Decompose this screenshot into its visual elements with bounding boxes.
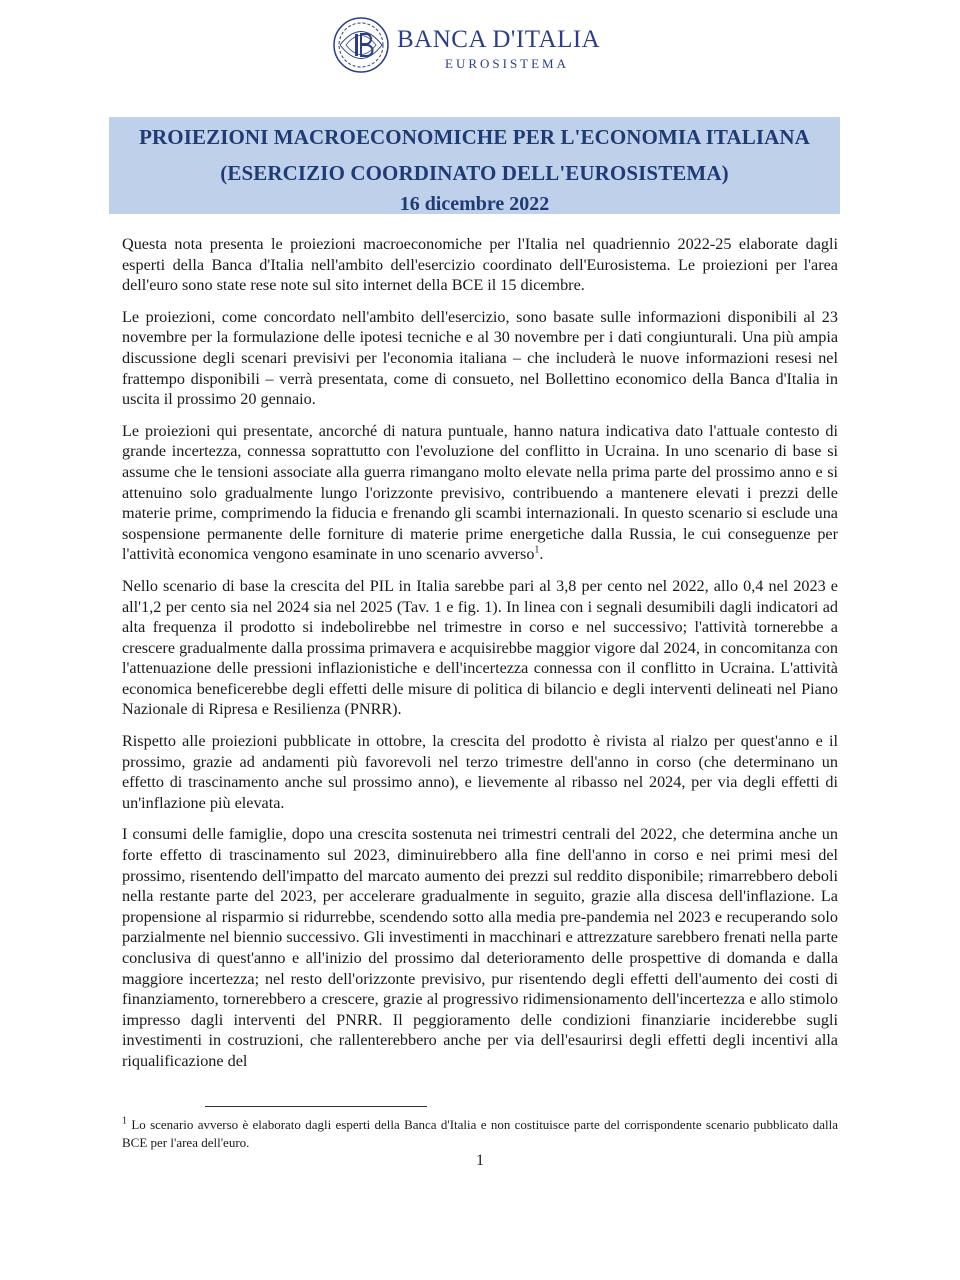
- page-subtitle: (ESERCIZIO COORDINATO DELL'EUROSISTEMA): [220, 161, 729, 185]
- footnote-ref[interactable]: 1: [534, 544, 540, 556]
- paragraph-4: Nello scenario di base la crescita del PIL in Italia sarebbe pari al 3,8 per cento nel 2022, allo 0,4 nel 2023 e all'1,2 per cento sia nel 2024 sia nel 2025 (Tav. 1 e fig. 1). In linea con i segnali desumibili dagli indicatori ad alta frequenza il prodotto si indebolirebbe nel trimestre in corso e nel successivo; l'attività tornerebbe a crescere gradualmente dalla prossima primavera e acquisirebbe maggior vigore dal 2024, in concomitanza con l'attenuazione delle pressioni inflazionistiche e dell'incertezza connessa con il conflitto in Ucraina. L'attività economica beneficerebbe degli effetti delle misure di politica di bilancio e degli interventi delineati nel Piano Nazionale di Ripresa e Resilienza (PNRR).: [122, 576, 838, 719]
- paragraph-2: Le proiezioni, come concordato nell'ambito dell'esercizio, sono basate sulle informazioni disponibili al 23 novembre per la formulazione delle ipotesi tecniche e al 30 novembre per i dati congiunturali. Una più ampia discussione degli scenari previsivi per l'economia italiana – che includerà le nuove informazioni resesi nel frattempo disponibili – verrà presentata, come di consueto, nel Bollettino economico della Banca d'Italia in uscita il prossimo 20 gennaio.: [122, 307, 838, 409]
- bank-subtitle: EUROSISTEMA: [445, 56, 570, 71]
- paragraph-5: Rispetto alle proiezioni pubblicate in ottobre, la crescita del prodotto è rivista al rialzo per quest'anno e il prossimo, grazie ad andamenti più favorevoli nel terzo trimestre dell'anno in corso (che determinano un effetto di trascinamento anche sul prossimo anno), e lievemente al ribasso nel 2024, per via degli effetti di un'inflazione più elevata.: [122, 732, 838, 812]
- footnote-divider: [205, 1106, 427, 1107]
- page-number: 1: [476, 1152, 484, 1169]
- paragraph-6: I consumi delle famiglie, dopo una crescita sostenuta nei trimestri centrali del 2022, che determina anche un forte effetto di trascinamento sul 2023, diminuirebbero alla fine dell'anno in corso e nei primi mesi del prossimo, risentendo dell'impatto del marcato aumento dei prezzi sul reddito disponibile; rimarrebbero deboli nella restante parte del 2023, per accelerare gradualmente in seguito, grazie alla discesa dell'inflazione. La propensione al risparmio si ridurrebbe, scendendo sotto alla media pre-pandemia nel 2023 e recuperando solo parzialmente nel biennio successivo. Gli investimenti in macchinari e attrezzature sarebbero frenati nella parte conclusiva di quest'anno e all'inizio del prossimo dal deterioramento delle prospettive di domanda e dalla maggiore incertezza; nel resto dell'orizzonte previsivo, pur risentendo degli effetti dell'aumento dei costi di finanziamento, tornerebbero a crescere, grazie al progressivo ridimensionamento dell'incertezza e allo stimolo impresso dagli interventi del PNRR. Il peggioramento delle condizioni finanziarie inciderebbe sugli investimenti in costruzioni, che rallenterebbero anche per via dell'esaurirsi degli effetti degli incentivi alla riqualificazione del: [122, 825, 838, 1070]
- paragraph-1: Questa nota presenta le proiezioni macroeconomiche per l'Italia nel quadriennio 2022-25 elaborate dagli esperti della Banca d'Italia nell'ambito dell'esercizio coordinato dell'Eurosistema. Le proiezioni per l'area dell'euro sono state rese note sul sito internet della BCE il 15 dicembre.: [122, 235, 838, 295]
- page-title: PROIEZIONI MACROECONOMICHE PER L'ECONOMIA ITALIANA: [139, 125, 810, 149]
- bank-logo: [330, 14, 610, 76]
- footnote: [122, 1116, 838, 1152]
- footnote-text: Lo scenario avverso è elaborato dagli esperti della Banca d'Italia e non costituisce parte del corrispondente scenario pubblicato dalla BCE per l'area dell'euro.: [122, 1117, 838, 1150]
- title-box: [109, 117, 840, 214]
- paragraph-3: [122, 421, 838, 565]
- bank-emblem-icon: [330, 14, 392, 76]
- footnote-mark: 1: [122, 1115, 127, 1127]
- paragraph-3-end: .: [539, 545, 544, 564]
- paragraph-3-text: Le proiezioni qui presentate, ancorché di natura puntuale, hanno natura indicativa dato l'attuale contesto di grande incertezza, connessa soprattutto con l'evoluzione del conflitto in Ucraina. In uno scenario di base si assume che le tensioni associate alla guerra rimangano molto elevate nella prima parte del prossimo anno e si attenuino solo gradualmente lungo l'orizzonte previsivo, contribuendo a mantenere elevati i prezzi delle materie prime, comprimendo la fiducia e frenando gli scambi internazionali. In questo scenario si esclude una sospensione permanente delle forniture di materie prime energetiche dalla Russia, le cui conseguenze per l'attività economica vengono esaminate in uno scenario avverso: [122, 421, 838, 564]
- bank-name: BANCA D'ITALIA: [397, 26, 601, 53]
- publication-date: 16 dicembre 2022: [399, 193, 550, 215]
- document-body: [122, 234, 838, 1083]
